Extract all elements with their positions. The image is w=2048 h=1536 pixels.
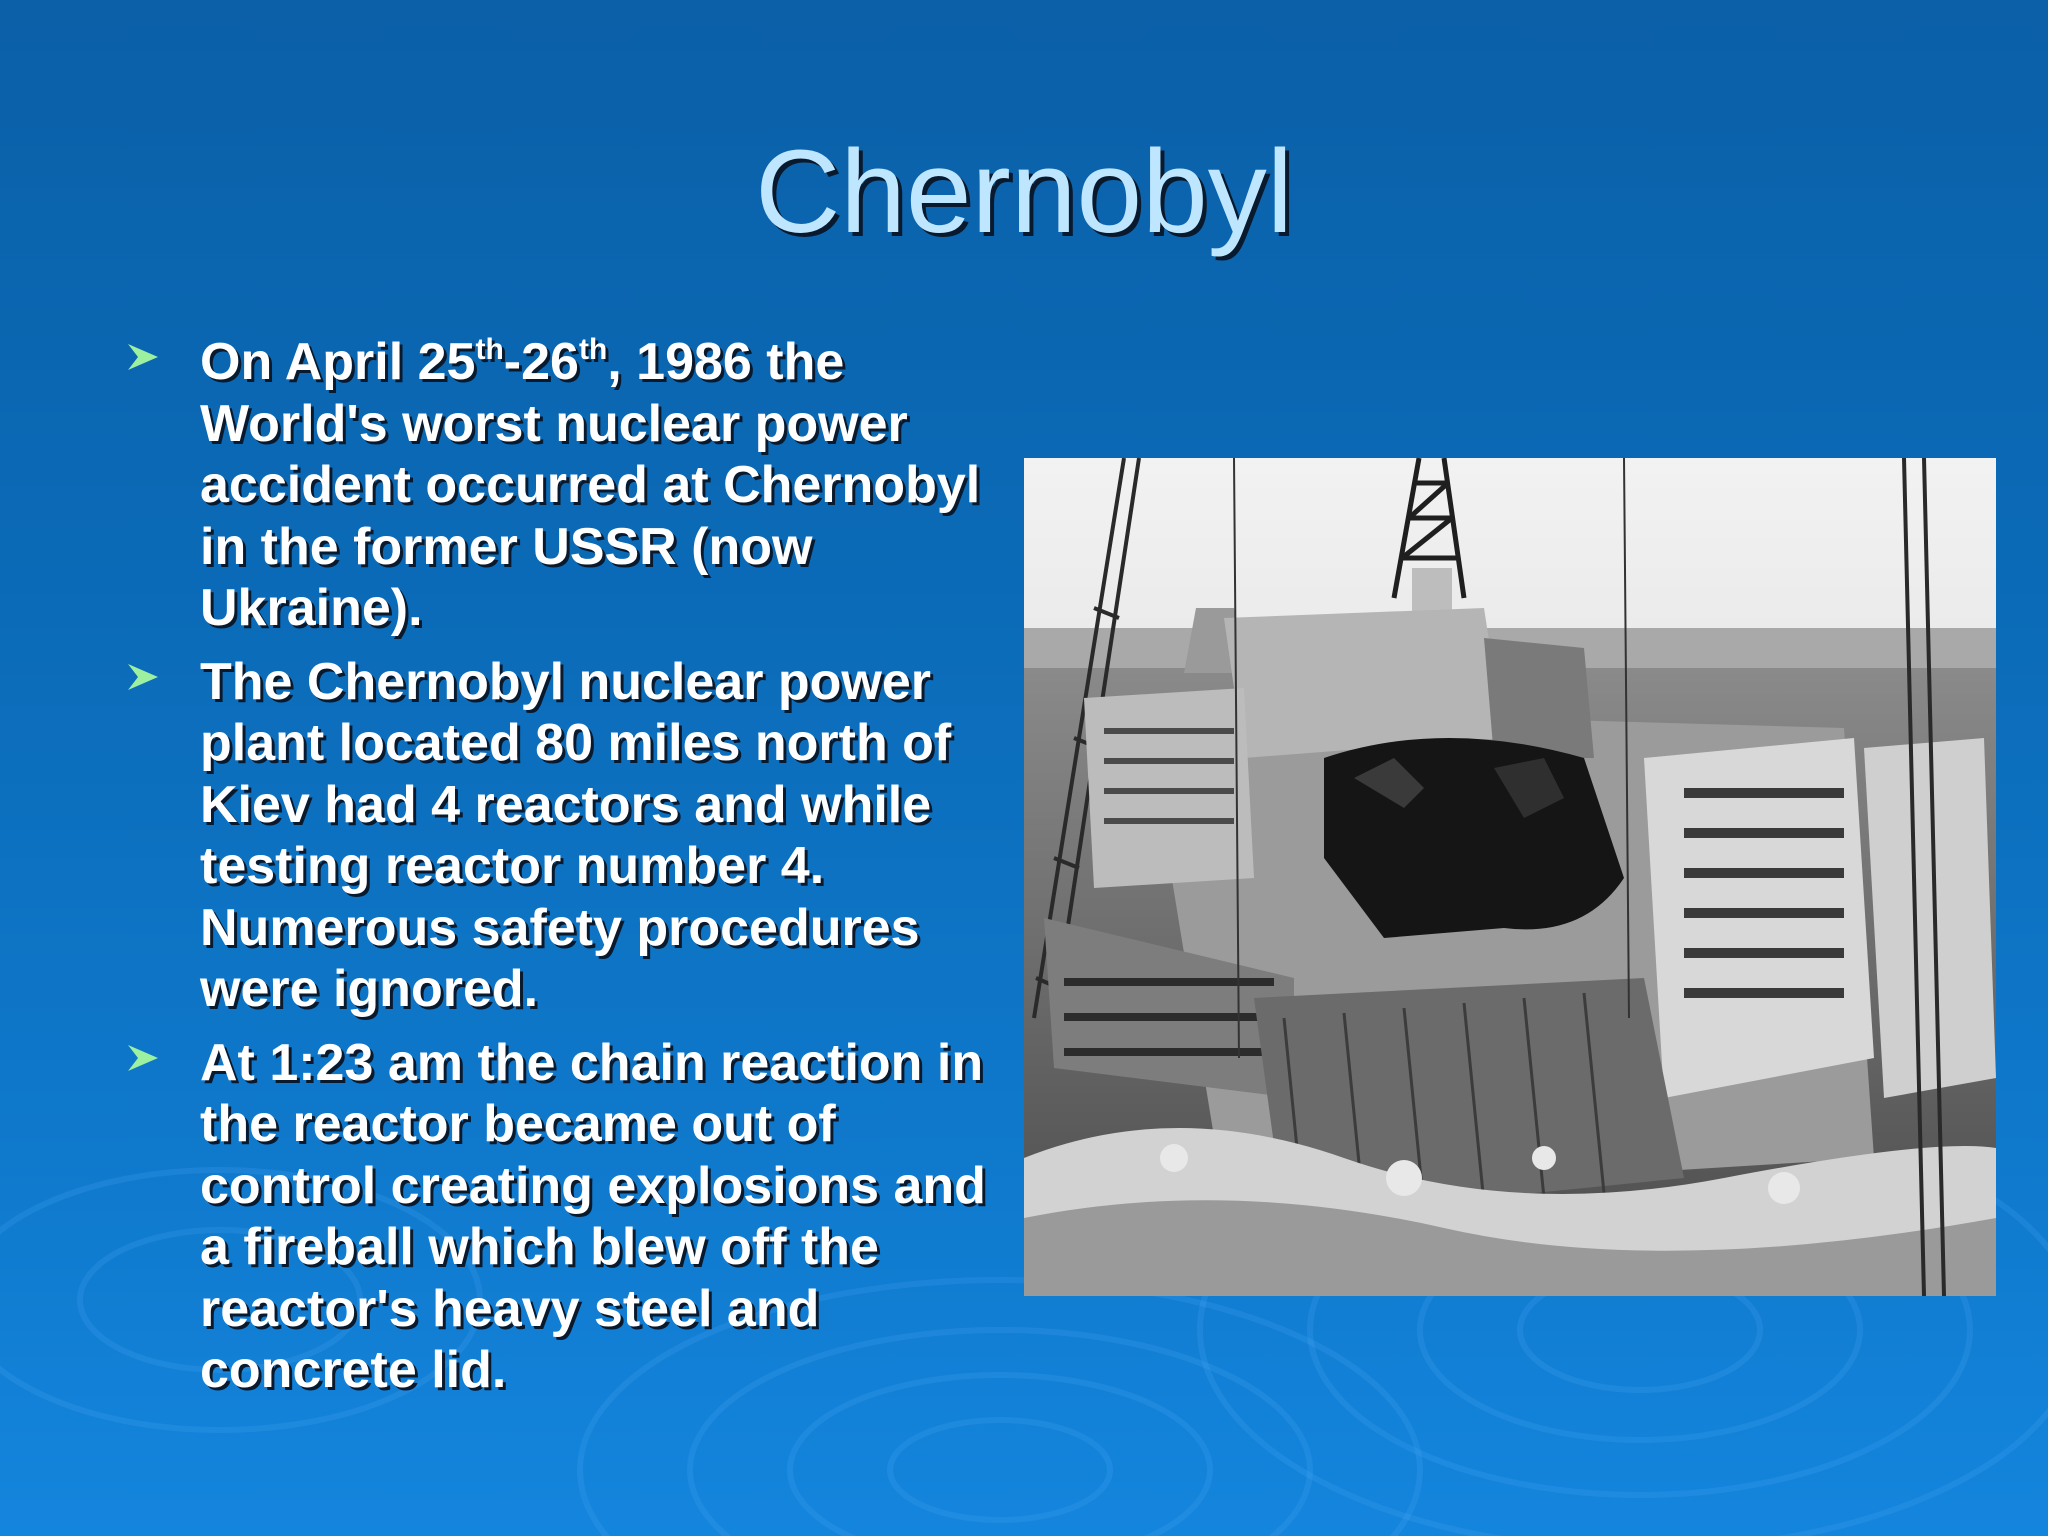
bullet-text: The Chernobyl nuclear power plant located 80 miles north of Kiev had 4 reactors and while testing reactor number 4. Numerous safety procedures were ignored. — [200, 652, 952, 1018]
bullet-item — [120, 1033, 1000, 1402]
reactor-photo-illustration — [1024, 458, 1996, 1296]
bullet-item — [120, 332, 1000, 640]
bullet-item — [120, 652, 1000, 1021]
arrowhead-bullet-icon — [126, 340, 160, 374]
arrowhead-bullet-icon — [126, 660, 160, 694]
bullet-list — [120, 332, 1000, 1414]
slide-title: Chernobyl — [755, 126, 1293, 258]
bullet-text: At 1:23 am the chain reaction in the reactor became out of control creating explosions and a fireball which blew off the reactor's heavy steel and concrete lid. — [200, 1033, 986, 1399]
arrowhead-bullet-icon — [126, 1041, 160, 1075]
reactor-photo — [1024, 458, 1996, 1296]
bullet-text: On April 25th-26th, 1986 the World's worst nuclear power accident occurred at Chernobyl in the former USSR (now Ukraine). — [200, 333, 981, 637]
